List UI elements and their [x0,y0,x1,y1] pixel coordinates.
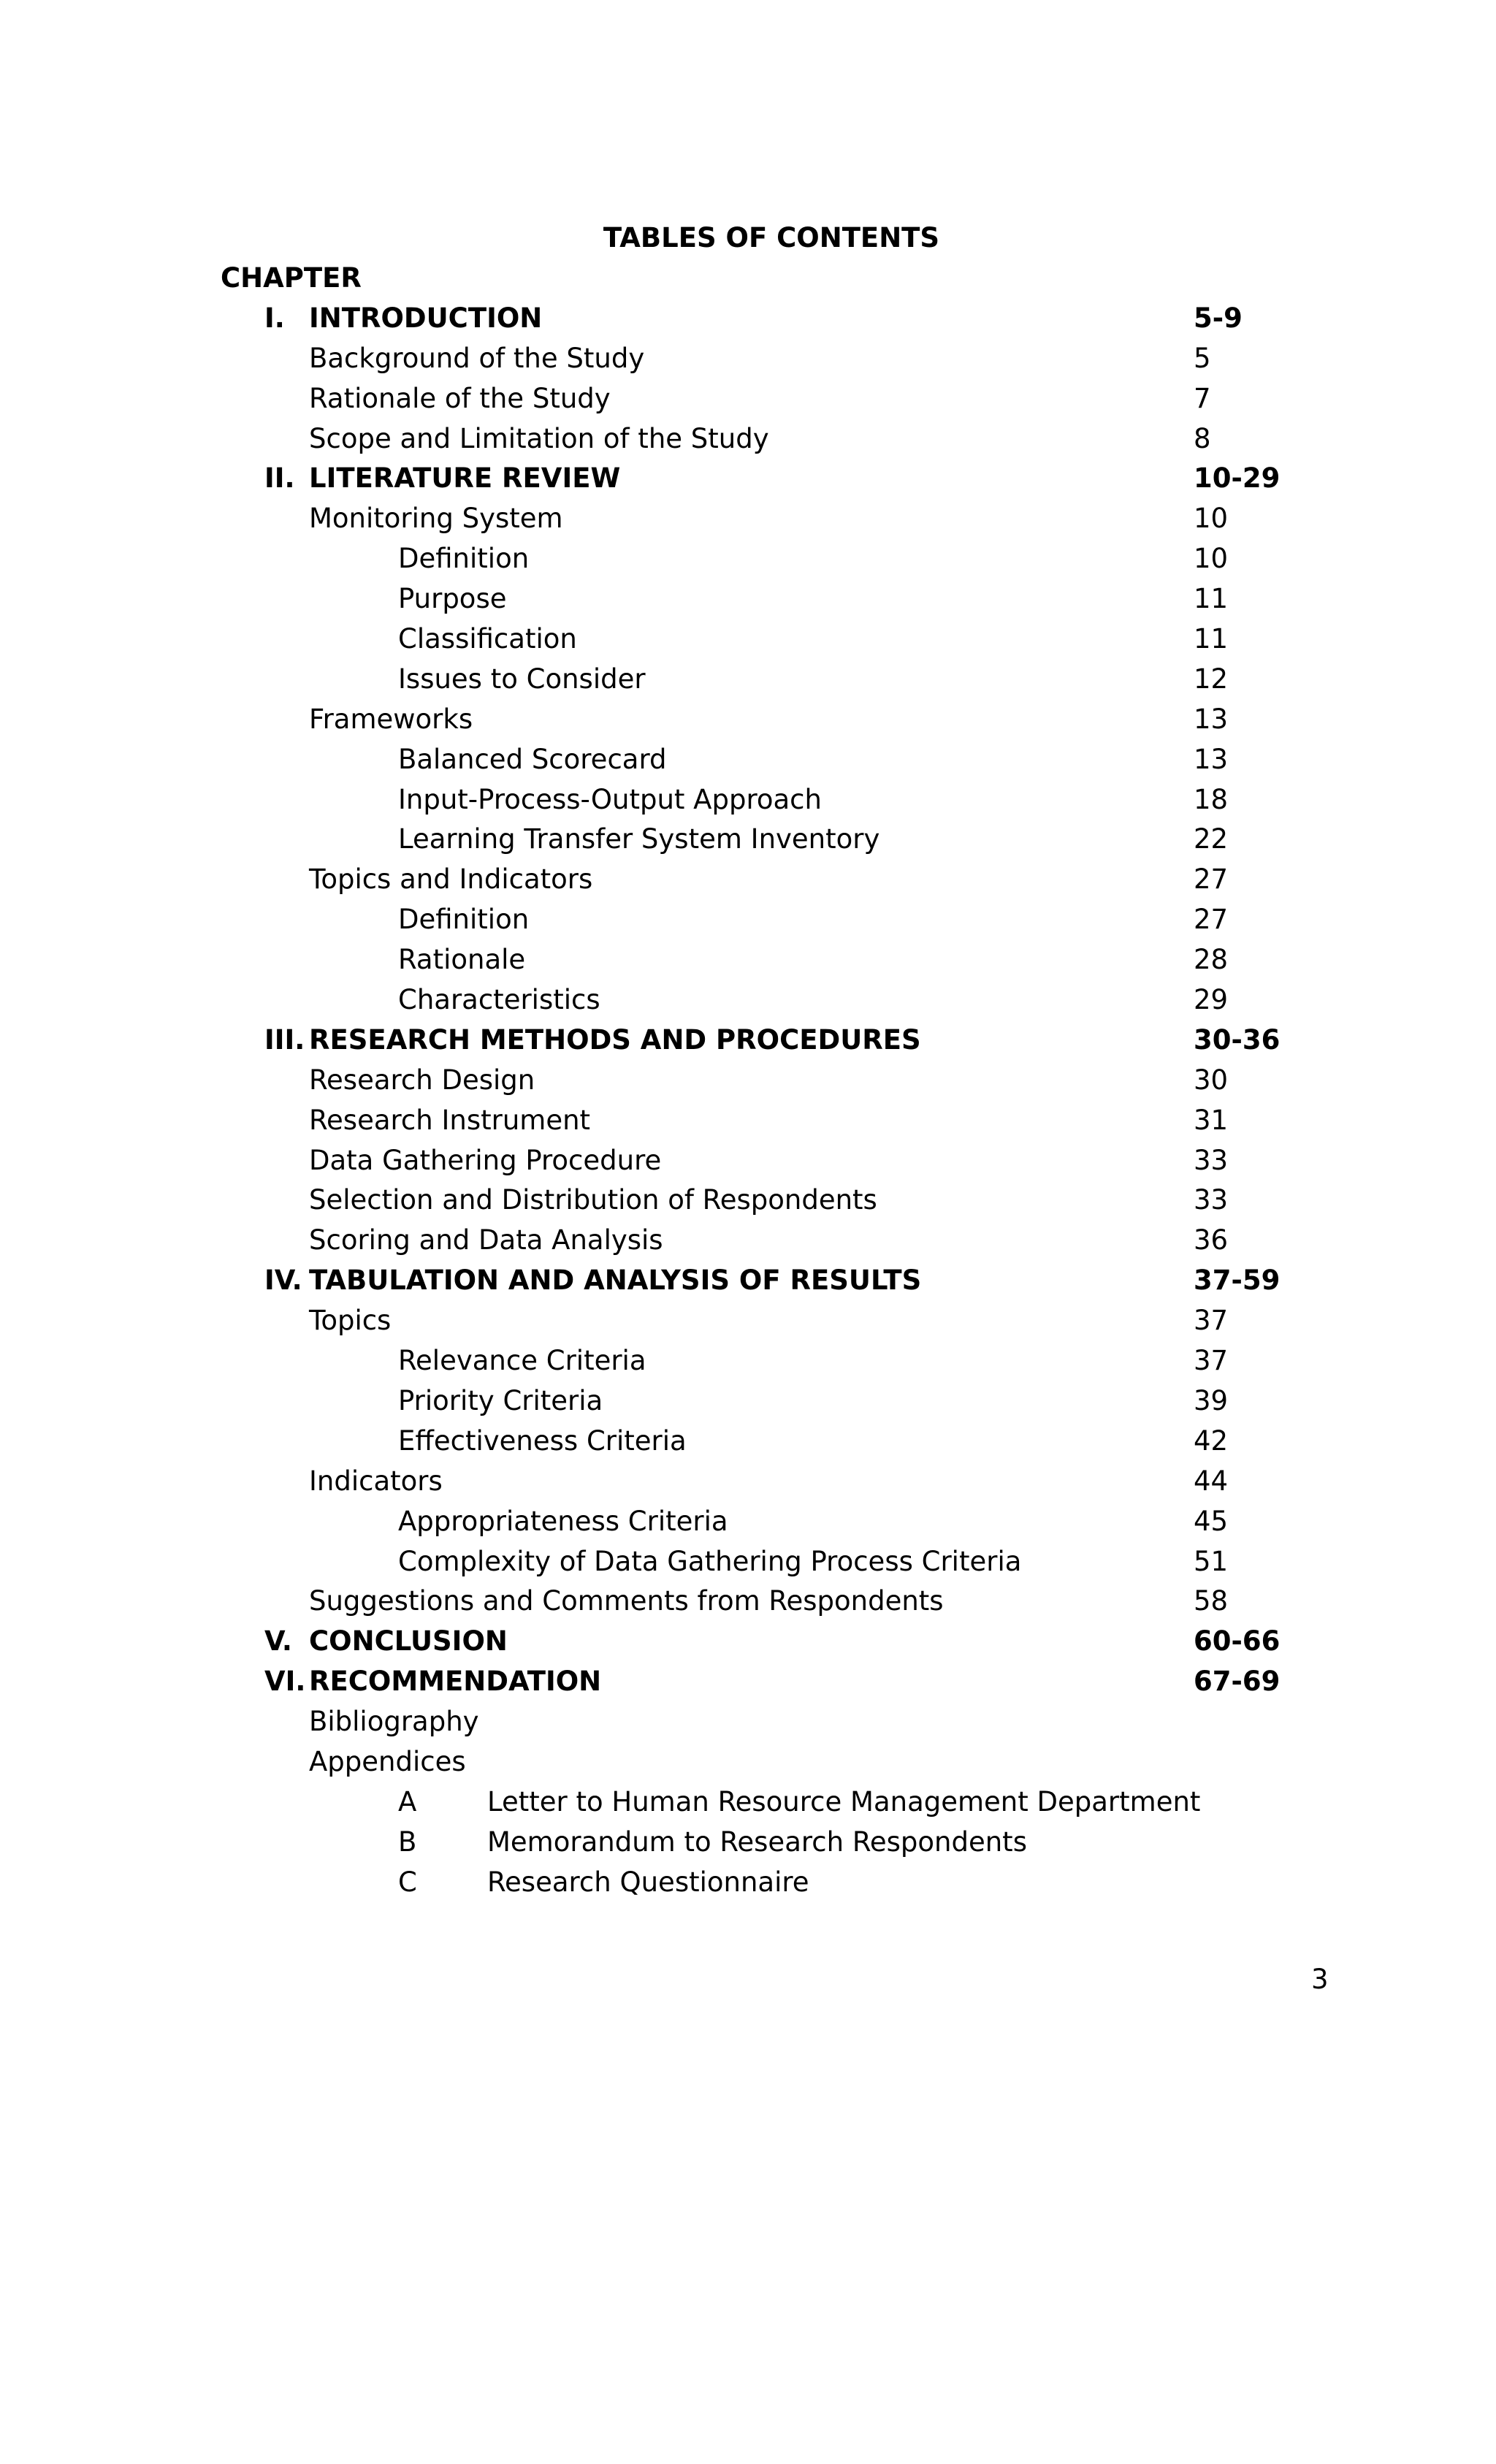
toc-entry-row [0,1546,1496,1586]
entry-title: Research Questionnaire [487,1866,809,1898]
entry-page: 13 [1194,703,1229,735]
chapter-number: IV. [264,1265,302,1297]
entry-title: Learning Transfer System Inventory [398,823,880,855]
toc-entry-row [0,1064,1496,1105]
entry-title: Bibliography [309,1706,479,1738]
toc-chapter-row [0,1024,1496,1064]
entry-page: 27 [1194,863,1229,896]
entry-title: Effectiveness Criteria [398,1424,687,1457]
toc-entry-row [0,423,1496,463]
toc-entry-row [0,1506,1496,1546]
toc-entry-row [0,944,1496,984]
table-of-contents [0,262,1496,1907]
toc-entry-row [0,1184,1496,1224]
entry-page: 42 [1194,1424,1229,1457]
toc-entry-row [0,784,1496,824]
entry-title: Frameworks [309,703,473,735]
entry-page: 11 [1194,583,1229,615]
toc-entry-row [0,1224,1496,1265]
entry-title: RECOMMENDATION [309,1666,602,1698]
entry-title: Suggestions and Comments from Respondents [309,1585,944,1617]
toc-entry-row [0,623,1496,663]
page-number: 3 [1311,1964,1329,1995]
toc-entry-row [0,663,1496,703]
entry-title: Memorandum to Research Respondents [487,1826,1027,1858]
toc-entry-row [0,703,1496,744]
toc-entry-row [0,1385,1496,1425]
entry-title: Appropriateness Criteria [398,1505,728,1537]
entry-page: 37 [1194,1345,1229,1377]
entry-title: Rationale [398,944,526,976]
toc-heading-row [0,262,1496,302]
toc-chapter-row [0,302,1496,343]
entry-page: 10-29 [1194,462,1281,495]
appendix-letter: B [398,1826,417,1858]
entry-page: 13 [1194,743,1229,775]
entry-page: 37-59 [1194,1265,1281,1297]
toc-entry-row [0,1305,1496,1345]
appendix-letter: A [398,1785,417,1818]
toc-entry-row [0,984,1496,1024]
entry-title: CONCLUSION [309,1625,508,1658]
entry-title: Classification [398,623,577,655]
entry-title: Rationale of the Study [309,382,611,414]
entry-title: Appendices [309,1745,466,1777]
toc-entry-row [0,583,1496,623]
entry-page: 10 [1194,543,1229,575]
entry-page: 37 [1194,1305,1229,1337]
toc-entry-row [0,904,1496,944]
entry-title: TABULATION AND ANALYSIS OF RESULTS [309,1265,922,1297]
entry-page: 36 [1194,1224,1229,1256]
entry-title: Definition [398,904,530,936]
toc-entry-row [0,1345,1496,1385]
entry-page: 31 [1194,1104,1229,1136]
toc-entry-row [0,1105,1496,1145]
page-title: TABLES OF CONTENTS [603,222,940,253]
toc-entry-row [0,543,1496,583]
entry-page: 51 [1194,1545,1229,1577]
entry-page: 11 [1194,623,1229,655]
toc-entry-row [0,1746,1496,1786]
entry-title: CHAPTER [221,262,362,294]
entry-page: 18 [1194,783,1229,815]
chapter-number: VI. [264,1666,306,1698]
entry-page: 33 [1194,1144,1229,1176]
entry-title: Topics [309,1305,392,1337]
entry-title: Balanced Scorecard [398,743,667,775]
entry-page: 22 [1194,823,1229,855]
toc-entry-row [0,1425,1496,1465]
chapter-number: V. [264,1625,292,1658]
entry-title: Input-Process-Output Approach [398,783,822,815]
toc-entry-row [0,823,1496,863]
entry-page: 5-9 [1194,302,1243,334]
chapter-number: II. [264,462,295,495]
toc-entry-row [0,1706,1496,1746]
toc-chapter-row [0,1666,1496,1706]
toc-entry-row [0,744,1496,784]
entry-title: Selection and Distribution of Respondents [309,1184,877,1216]
toc-chapter-row [0,1625,1496,1666]
chapter-number: III. [264,1023,305,1056]
entry-page: 58 [1194,1585,1229,1617]
entry-title: Relevance Criteria [398,1345,646,1377]
toc-entry-row [0,1826,1496,1866]
entry-title: LITERATURE REVIEW [309,462,621,495]
entry-title: Scope and Limitation of the Study [309,422,769,454]
entry-page: 5 [1194,342,1211,374]
entry-page: 28 [1194,944,1229,976]
entry-title: Definition [398,543,530,575]
toc-entry-row [0,1585,1496,1625]
chapter-number: I. [264,302,285,334]
entry-page: 8 [1194,422,1211,454]
toc-entry-row [0,1866,1496,1907]
entry-page: 44 [1194,1465,1229,1497]
entry-title: Complexity of Data Gathering Process Criteria [398,1545,1022,1577]
entry-title: Monitoring System [309,503,563,535]
entry-page: 7 [1194,382,1211,414]
entry-title: Scoring and Data Analysis [309,1224,663,1256]
entry-title: Letter to Human Resource Management Department [487,1785,1201,1818]
toc-entry-row [0,1145,1496,1185]
toc-entry-row [0,1465,1496,1506]
entry-page: 30 [1194,1064,1229,1096]
toc-chapter-row [0,462,1496,503]
entry-page: 67-69 [1194,1666,1281,1698]
entry-page: 27 [1194,904,1229,936]
toc-entry-row [0,383,1496,423]
entry-page: 29 [1194,984,1229,1016]
entry-title: Topics and Indicators [309,863,593,896]
entry-page: 12 [1194,663,1229,695]
entry-title: INTRODUCTION [309,302,543,334]
entry-title: Purpose [398,583,507,615]
entry-page: 10 [1194,503,1229,535]
entry-page: 33 [1194,1184,1229,1216]
toc-entry-row [0,863,1496,904]
entry-title: Characteristics [398,984,600,1016]
appendix-letter: C [398,1866,417,1898]
entry-title: RESEARCH METHODS AND PROCEDURES [309,1023,921,1056]
toc-entry-row [0,503,1496,543]
entry-title: Research Design [309,1064,535,1096]
entry-title: Issues to Consider [398,663,646,695]
toc-entry-row [0,343,1496,383]
entry-title: Priority Criteria [398,1384,603,1416]
toc-entry-row [0,1786,1496,1826]
entry-page: 45 [1194,1505,1229,1537]
toc-chapter-row [0,1265,1496,1305]
entry-title: Background of the Study [309,342,645,374]
entry-title: Data Gathering Procedure [309,1144,662,1176]
entry-page: 39 [1194,1384,1229,1416]
entry-page: 30-36 [1194,1023,1281,1056]
entry-title: Research Instrument [309,1104,591,1136]
entry-title: Indicators [309,1465,443,1497]
entry-page: 60-66 [1194,1625,1281,1658]
